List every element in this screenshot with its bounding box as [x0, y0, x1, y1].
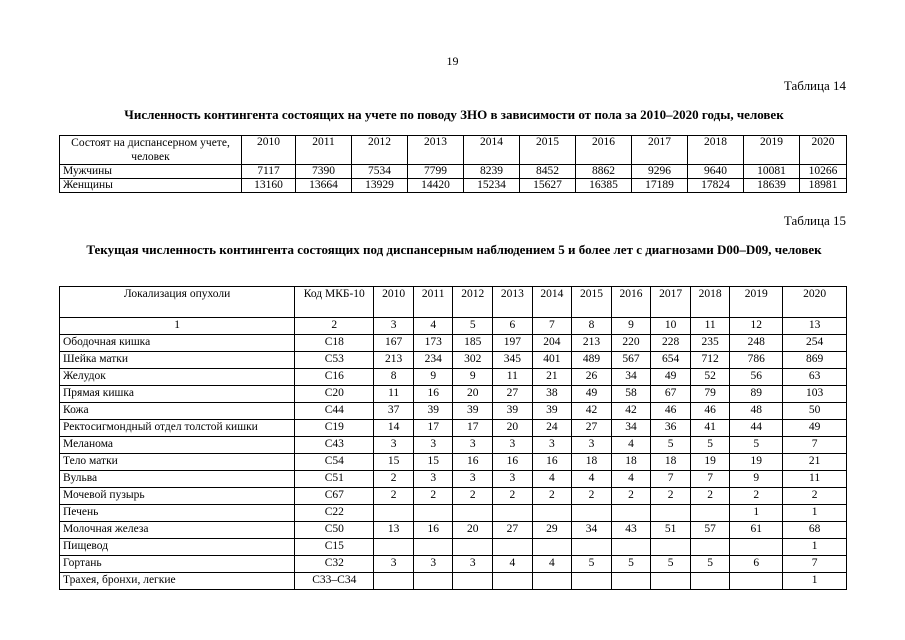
table-header-row — [60, 136, 847, 165]
table-cell: 79 — [690, 386, 730, 403]
column-number: 13 — [783, 318, 847, 335]
table-cell: 9 — [730, 471, 783, 488]
table-cell: 26 — [572, 369, 612, 386]
table-cell: 228 — [651, 335, 691, 352]
column-number: 4 — [413, 318, 453, 335]
table-cell: 18 — [611, 454, 651, 471]
column-header-year: 2018 — [688, 136, 744, 165]
table-cell: 1 — [783, 505, 847, 522]
icd-code-cell: C19 — [295, 420, 374, 437]
table-cell — [453, 539, 493, 556]
table-cell: 5 — [690, 437, 730, 454]
icd-code-cell: C43 — [295, 437, 374, 454]
table-cell: 248 — [730, 335, 783, 352]
column-header-year: 2012 — [453, 287, 493, 318]
table-cell: 67 — [651, 386, 691, 403]
table-cell: 7390 — [296, 165, 352, 179]
table-cell: 24 — [532, 420, 572, 437]
table-row — [60, 556, 847, 573]
table-cell: 185 — [453, 335, 493, 352]
table-cell: 213 — [572, 335, 612, 352]
table-cell: 14420 — [408, 179, 464, 193]
table-14-title: Численность контингента состоящих на учете по поводу ЗНО в зависимости от пола за 2010–2020 годы, человек — [124, 107, 784, 122]
table-cell: 3 — [493, 437, 533, 454]
row-label: Мочевой пузырь — [60, 488, 295, 505]
table-cell: 19 — [730, 454, 783, 471]
table-cell: 213 — [374, 352, 414, 369]
table-cell — [690, 505, 730, 522]
row-label: Ободочная кишка — [60, 335, 295, 352]
table-cell — [413, 539, 453, 556]
table-cell: 21 — [532, 369, 572, 386]
table-cell: 2 — [572, 488, 612, 505]
table-cell: 18981 — [800, 179, 847, 193]
table-cell: 3 — [453, 471, 493, 488]
table-row — [60, 165, 847, 179]
table-cell: 34 — [611, 420, 651, 437]
table-cell: 20 — [493, 420, 533, 437]
table-cell: 5 — [651, 437, 691, 454]
table-cell — [532, 573, 572, 590]
column-number: 1 — [60, 318, 295, 335]
table-cell: 44 — [730, 420, 783, 437]
table-row — [60, 335, 847, 352]
table-cell: 2 — [651, 488, 691, 505]
table-cell: 13 — [374, 522, 414, 539]
table-cell: 5 — [690, 556, 730, 573]
table-cell — [651, 573, 691, 590]
table-cell — [651, 505, 691, 522]
table-cell: 3 — [413, 471, 453, 488]
column-number: 3 — [374, 318, 414, 335]
table-cell: 345 — [493, 352, 533, 369]
table-cell: 68 — [783, 522, 847, 539]
table-cell — [690, 573, 730, 590]
table-cell: 167 — [374, 335, 414, 352]
column-number: 5 — [453, 318, 493, 335]
table-cell: 39 — [453, 403, 493, 420]
column-number: 12 — [730, 318, 783, 335]
column-header-year: 2018 — [690, 287, 730, 318]
table-cell: 16 — [413, 522, 453, 539]
table-cell — [572, 505, 612, 522]
table-cell — [651, 539, 691, 556]
column-number: 11 — [690, 318, 730, 335]
table-cell: 8239 — [464, 165, 520, 179]
table-cell: 2 — [374, 471, 414, 488]
column-header-category: Состоят на диспансерном учете, человек — [60, 136, 242, 165]
table-cell — [374, 539, 414, 556]
table-cell: 9 — [453, 369, 493, 386]
table-row — [60, 437, 847, 454]
row-label: Печень — [60, 505, 295, 522]
table-cell: 2 — [690, 488, 730, 505]
table-cell: 8862 — [576, 165, 632, 179]
table-cell — [532, 539, 572, 556]
table-cell: 8 — [374, 369, 414, 386]
table-cell: 7 — [690, 471, 730, 488]
table-cell: 29 — [532, 522, 572, 539]
table-row — [60, 539, 847, 556]
row-label: Гортань — [60, 556, 295, 573]
table-cell: 7 — [783, 437, 847, 454]
table-cell: 7534 — [352, 165, 408, 179]
table-cell: 7 — [651, 471, 691, 488]
column-number: 6 — [493, 318, 533, 335]
table-cell: 173 — [413, 335, 453, 352]
table-cell: 57 — [690, 522, 730, 539]
column-header-year: 2013 — [408, 136, 464, 165]
table-row — [60, 573, 847, 590]
column-numbering-row — [60, 318, 847, 335]
table-cell: 6 — [730, 556, 783, 573]
table-cell: 21 — [783, 454, 847, 471]
row-label: Кожа — [60, 403, 295, 420]
column-number: 7 — [532, 318, 572, 335]
table-cell: 49 — [651, 369, 691, 386]
table-cell: 10081 — [744, 165, 800, 179]
table-cell: 14 — [374, 420, 414, 437]
table-cell: 567 — [611, 352, 651, 369]
table-cell: 50 — [783, 403, 847, 420]
table-cell: 41 — [690, 420, 730, 437]
table-cell: 51 — [651, 522, 691, 539]
table-cell: 4 — [572, 471, 612, 488]
table-cell: 63 — [783, 369, 847, 386]
table-cell: 38 — [532, 386, 572, 403]
table-cell — [572, 573, 612, 590]
row-label: Мужчины — [60, 165, 242, 179]
table-14-label: Таблица 14 — [783, 78, 846, 93]
table-cell: 3 — [453, 556, 493, 573]
table-cell: 49 — [572, 386, 612, 403]
column-header-year: 2017 — [632, 136, 688, 165]
table-row — [60, 386, 847, 403]
column-header-year: 2014 — [464, 136, 520, 165]
table-cell: 18639 — [744, 179, 800, 193]
column-header-year: 2013 — [493, 287, 533, 318]
table-row — [60, 369, 847, 386]
table-cell: 9640 — [688, 165, 744, 179]
table-cell: 7 — [783, 556, 847, 573]
table-cell — [572, 539, 612, 556]
table-cell: 39 — [493, 403, 533, 420]
table-cell: 5 — [572, 556, 612, 573]
table-cell: 2 — [374, 488, 414, 505]
table-cell: 10266 — [800, 165, 847, 179]
table-cell: 27 — [493, 522, 533, 539]
table-header-row — [60, 287, 847, 318]
table-cell: 8452 — [520, 165, 576, 179]
table-cell: 11 — [493, 369, 533, 386]
column-header-year: 2010 — [242, 136, 296, 165]
table-cell: 2 — [730, 488, 783, 505]
table-cell — [413, 505, 453, 522]
table-15-title: Текущая численность контингента состоящих под диспансерным наблюдением 5 и более лет с диагнозами D00–D09, человек — [86, 242, 822, 257]
table-cell: 46 — [651, 403, 691, 420]
table-cell: 401 — [532, 352, 572, 369]
table-row — [60, 403, 847, 420]
table-cell: 48 — [730, 403, 783, 420]
table-cell — [493, 505, 533, 522]
table-cell: 89 — [730, 386, 783, 403]
table-row — [60, 454, 847, 471]
table-cell: 27 — [572, 420, 612, 437]
table-cell: 46 — [690, 403, 730, 420]
table-cell: 2 — [453, 488, 493, 505]
column-header-year: 2015 — [572, 287, 612, 318]
table-cell: 16 — [453, 454, 493, 471]
table-row — [60, 179, 847, 193]
table-cell: 39 — [413, 403, 453, 420]
table-cell: 3 — [493, 471, 533, 488]
column-header-year: 2010 — [374, 287, 414, 318]
table-cell: 56 — [730, 369, 783, 386]
table-cell: 15 — [413, 454, 453, 471]
table-cell: 5 — [611, 556, 651, 573]
table-cell: 18 — [572, 454, 612, 471]
table-cell: 17 — [453, 420, 493, 437]
table-cell: 4 — [532, 556, 572, 573]
column-header-year: 2015 — [520, 136, 576, 165]
table-cell: 2 — [493, 488, 533, 505]
table-cell: 9 — [413, 369, 453, 386]
column-header-year: 2011 — [296, 136, 352, 165]
table-cell: 58 — [611, 386, 651, 403]
table-cell — [730, 573, 783, 590]
table-cell: 15234 — [464, 179, 520, 193]
table-cell — [611, 573, 651, 590]
table-cell: 4 — [611, 471, 651, 488]
table-cell: 11 — [783, 471, 847, 488]
table-row — [60, 522, 847, 539]
table-cell: 20 — [453, 522, 493, 539]
table-cell: 13160 — [242, 179, 296, 193]
icd-code-cell: C50 — [295, 522, 374, 539]
table-cell: 3 — [374, 556, 414, 573]
table-cell: 234 — [413, 352, 453, 369]
row-label: Тело матки — [60, 454, 295, 471]
icd-code-cell: C16 — [295, 369, 374, 386]
table-cell: 3 — [532, 437, 572, 454]
table-cell: 786 — [730, 352, 783, 369]
table-cell — [611, 505, 651, 522]
icd-code-cell: C54 — [295, 454, 374, 471]
table-cell: 18 — [651, 454, 691, 471]
table-cell: 37 — [374, 403, 414, 420]
table-cell: 16385 — [576, 179, 632, 193]
table-cell: 11 — [374, 386, 414, 403]
row-label: Молочная железа — [60, 522, 295, 539]
column-header-year: 2016 — [576, 136, 632, 165]
table-cell: 34 — [572, 522, 612, 539]
table-cell: 1 — [783, 539, 847, 556]
icd-code-cell: C15 — [295, 539, 374, 556]
table-cell: 654 — [651, 352, 691, 369]
row-label: Пищевод — [60, 539, 295, 556]
column-number: 2 — [295, 318, 374, 335]
column-header-year: 2016 — [611, 287, 651, 318]
table-cell: 1 — [730, 505, 783, 522]
icd-code-cell: C33–C34 — [295, 573, 374, 590]
row-label: Ректосигмондный отдел толстой кишки — [60, 420, 295, 437]
table-cell: 103 — [783, 386, 847, 403]
table-cell: 16 — [493, 454, 533, 471]
row-label: Женщины — [60, 179, 242, 193]
table-cell: 4 — [532, 471, 572, 488]
column-header-year: 2012 — [352, 136, 408, 165]
table-cell: 20 — [453, 386, 493, 403]
table-row — [60, 505, 847, 522]
long-term-contingent-d00-d09-table — [59, 286, 847, 590]
table-cell: 52 — [690, 369, 730, 386]
table-cell: 27 — [493, 386, 533, 403]
table-cell: 17189 — [632, 179, 688, 193]
table-cell: 3 — [374, 437, 414, 454]
table-cell: 5 — [730, 437, 783, 454]
table-cell: 1 — [783, 573, 847, 590]
icd-code-cell: C22 — [295, 505, 374, 522]
table-cell — [532, 505, 572, 522]
table-cell: 220 — [611, 335, 651, 352]
table-cell: 3 — [453, 437, 493, 454]
icd-code-cell: C53 — [295, 352, 374, 369]
table-cell: 712 — [690, 352, 730, 369]
row-label: Вульва — [60, 471, 295, 488]
table-row — [60, 420, 847, 437]
column-number: 10 — [651, 318, 691, 335]
table-cell — [453, 505, 493, 522]
column-header-year: 2014 — [532, 287, 572, 318]
column-header-year: 2011 — [413, 287, 453, 318]
row-label: Шейка матки — [60, 352, 295, 369]
table-cell: 49 — [783, 420, 847, 437]
table-cell: 3 — [413, 556, 453, 573]
table-cell — [730, 539, 783, 556]
column-header-year: 2020 — [800, 136, 847, 165]
table-cell: 42 — [611, 403, 651, 420]
table-cell: 254 — [783, 335, 847, 352]
table-cell: 869 — [783, 352, 847, 369]
table-cell: 13664 — [296, 179, 352, 193]
table-cell: 489 — [572, 352, 612, 369]
table-cell — [374, 505, 414, 522]
table-row — [60, 488, 847, 505]
table-cell: 36 — [651, 420, 691, 437]
table-cell: 302 — [453, 352, 493, 369]
icd-code-cell: C20 — [295, 386, 374, 403]
row-label: Желудок — [60, 369, 295, 386]
table-cell: 235 — [690, 335, 730, 352]
contingent-by-sex-table — [59, 135, 847, 193]
page-number: 19 — [446, 54, 459, 68]
table-cell: 2 — [532, 488, 572, 505]
table-cell: 9296 — [632, 165, 688, 179]
table-15-label: Таблица 15 — [783, 213, 846, 228]
row-label: Трахея, бронхи, легкие — [60, 573, 295, 590]
column-header-localization: Локализация опухоли — [60, 287, 295, 318]
row-label: Меланома — [60, 437, 295, 454]
table-cell: 17 — [413, 420, 453, 437]
table-cell: 17824 — [688, 179, 744, 193]
table-cell: 61 — [730, 522, 783, 539]
table-cell: 4 — [493, 556, 533, 573]
column-header-year: 2019 — [730, 287, 783, 318]
table-cell: 19 — [690, 454, 730, 471]
column-number: 9 — [611, 318, 651, 335]
table-cell: 2 — [783, 488, 847, 505]
icd-code-cell: C44 — [295, 403, 374, 420]
table-cell: 2 — [611, 488, 651, 505]
table-cell — [453, 573, 493, 590]
column-header-year: 2019 — [744, 136, 800, 165]
table-row — [60, 471, 847, 488]
table-cell — [493, 573, 533, 590]
icd-code-cell: C67 — [295, 488, 374, 505]
table-cell: 4 — [611, 437, 651, 454]
table-cell — [611, 539, 651, 556]
table-cell: 7117 — [242, 165, 296, 179]
table-cell: 16 — [532, 454, 572, 471]
table-cell — [690, 539, 730, 556]
column-header-year: 2020 — [783, 287, 847, 318]
table-cell: 2 — [413, 488, 453, 505]
table-cell: 42 — [572, 403, 612, 420]
column-number: 8 — [572, 318, 612, 335]
column-header-year: 2017 — [651, 287, 691, 318]
icd-code-cell: C51 — [295, 471, 374, 488]
table-cell: 16 — [413, 386, 453, 403]
table-cell — [493, 539, 533, 556]
row-label: Прямая кишка — [60, 386, 295, 403]
table-cell: 34 — [611, 369, 651, 386]
table-cell: 39 — [532, 403, 572, 420]
table-cell — [374, 573, 414, 590]
table-cell: 3 — [413, 437, 453, 454]
table-cell: 15627 — [520, 179, 576, 193]
table-cell: 15 — [374, 454, 414, 471]
table-cell: 7799 — [408, 165, 464, 179]
icd-code-cell: C32 — [295, 556, 374, 573]
table-cell: 197 — [493, 335, 533, 352]
table-cell: 204 — [532, 335, 572, 352]
table-cell: 13929 — [352, 179, 408, 193]
column-header-icd-code: Код МКБ-10 — [295, 287, 374, 318]
table-cell: 43 — [611, 522, 651, 539]
table-cell: 3 — [572, 437, 612, 454]
table-cell — [413, 573, 453, 590]
icd-code-cell: C18 — [295, 335, 374, 352]
table-cell: 5 — [651, 556, 691, 573]
table-row — [60, 352, 847, 369]
